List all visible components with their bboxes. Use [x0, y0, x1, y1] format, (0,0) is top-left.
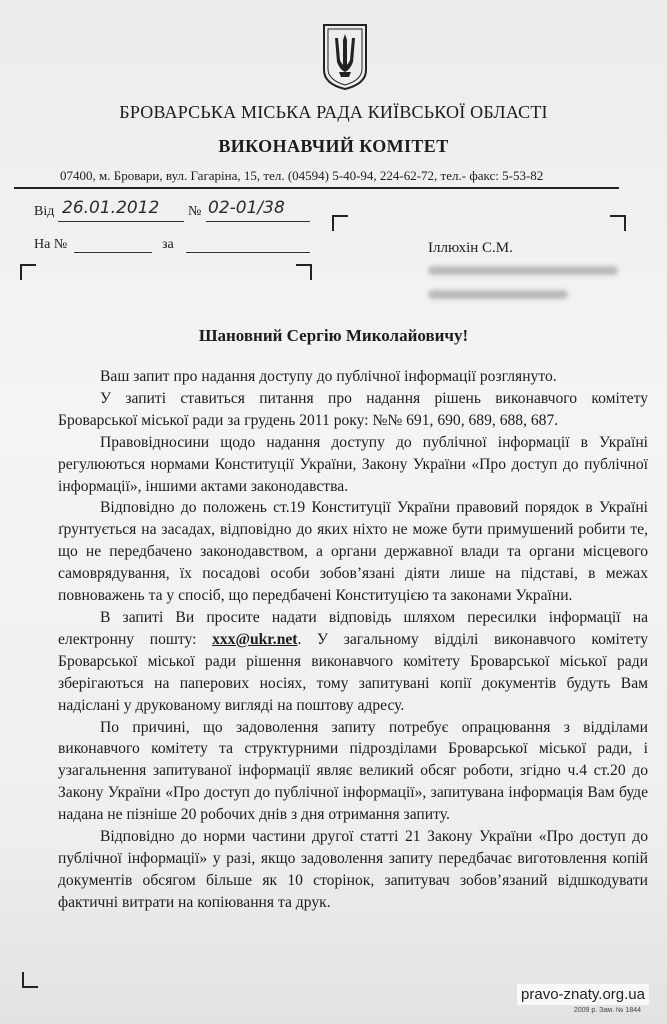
header-divider [14, 187, 619, 189]
recipient-name: Іллюхін С.М. [428, 240, 513, 256]
paragraph-text: В запиті Ви просите надати відповідь шляхом пересилки інформації на електронну пошту: [58, 608, 648, 648]
committee-name: ВИКОНАВЧИЙ КОМІТЕТ [218, 136, 449, 156]
outgoing-number: 02-01/38 [208, 198, 285, 218]
paragraph: По причині, що задоволення запиту потребує опрацювання з відділами виконавчого комітету та структурними підрозділами Броварської міської ради, і узагальнення запитуваної інформації являє великий обсяг роботи, згідно ч.4 ст.20 до Закону України «Про доступ до публічної інформації», запитувана інформація Вам буде надана не пізніше 20 робочих днів з дня отримання запиту. [58, 718, 648, 824]
date-underline [58, 221, 184, 222]
from-label: Від [34, 204, 55, 219]
corner-mark [332, 215, 348, 231]
council-name: БРОВАРСЬКА МІСЬКА РАДА КИЇВСЬКОЇ ОБЛАСТІ [119, 102, 548, 122]
email-address: xxx@ukr.net [212, 630, 298, 648]
za-label: за [162, 237, 174, 252]
outgoing-date: 26.01.2012 [62, 198, 160, 218]
paragraph: У запиті ставиться питання про надання рішень виконавчого комітету Броварської міської ради за грудень 2011 року: №№ 691, 690, 689, 688, 687. [58, 389, 648, 429]
paragraph [58, 607, 648, 717]
council-address: 07400, м. Бровари, вул. Гагаріна, 15, тел. (04594) 5-40-94, 224-62-72, тел.- факс: 5-53-82 [60, 168, 544, 183]
to-number-label: На № [34, 237, 68, 252]
number-label: № [188, 204, 202, 219]
paragraph-text: . У загальному відділі виконавчого комітету Броварської міської ради рішення виконавчого комітету Броварської міської ради зберігаються на паперових носіях, тому запитувані копії документів будуть Вам надіслані у друкованому вигляді на поштову адресу. [58, 630, 648, 714]
za-underline [186, 252, 310, 253]
paragraph: Правовідносини щодо надання доступу до публічної інформації в Україні регулюються нормами Конституції України, Закону України «Про доступ до публічної інформації», іншими актами законодавства. [58, 433, 648, 495]
print-note: 2009 р. Зам. № 1844 [573, 1007, 641, 1014]
letter-body [58, 366, 648, 914]
redacted-address-line [428, 290, 568, 299]
corner-mark [20, 264, 36, 280]
corner-mark [610, 215, 626, 231]
redacted-address-line [428, 266, 618, 275]
site-watermark: pravo-znaty.org.ua [517, 984, 649, 1005]
paragraph: Ваш запит про надання доступу до публічної інформації розглянуто. [100, 368, 557, 385]
coat-of-arms-icon [320, 22, 370, 92]
corner-mark [296, 264, 312, 280]
paragraph: Відповідно до норми частини другої статті 21 Закону України «Про доступ до публічної інформації» у разі, якщо задоволення запиту передбачає виготовлення копій документів обсягом більше як 10 сторінок, запитувач зобов’язаний відшкодувати фактичні витрати на копіювання та друк. [58, 828, 648, 911]
number-underline [206, 221, 310, 222]
corner-mark [22, 972, 38, 988]
salutation: Шановний Сергію Миколайовичу! [198, 326, 469, 345]
to-number-underline [74, 252, 152, 253]
paragraph: Відповідно до положень ст.19 Конституції України правовий порядок в Україні ґрунтується на засадах, відповідно до яких ніхто не може бути примушений робити те, що не передбачено законодавством, а органи державної влади та органи місцевого самоврядування, їх посадові особи зобов’язані діяти лише на підставі, в межах повноважень та у спосіб, що передбачені Конституцією та законами України. [58, 499, 648, 605]
